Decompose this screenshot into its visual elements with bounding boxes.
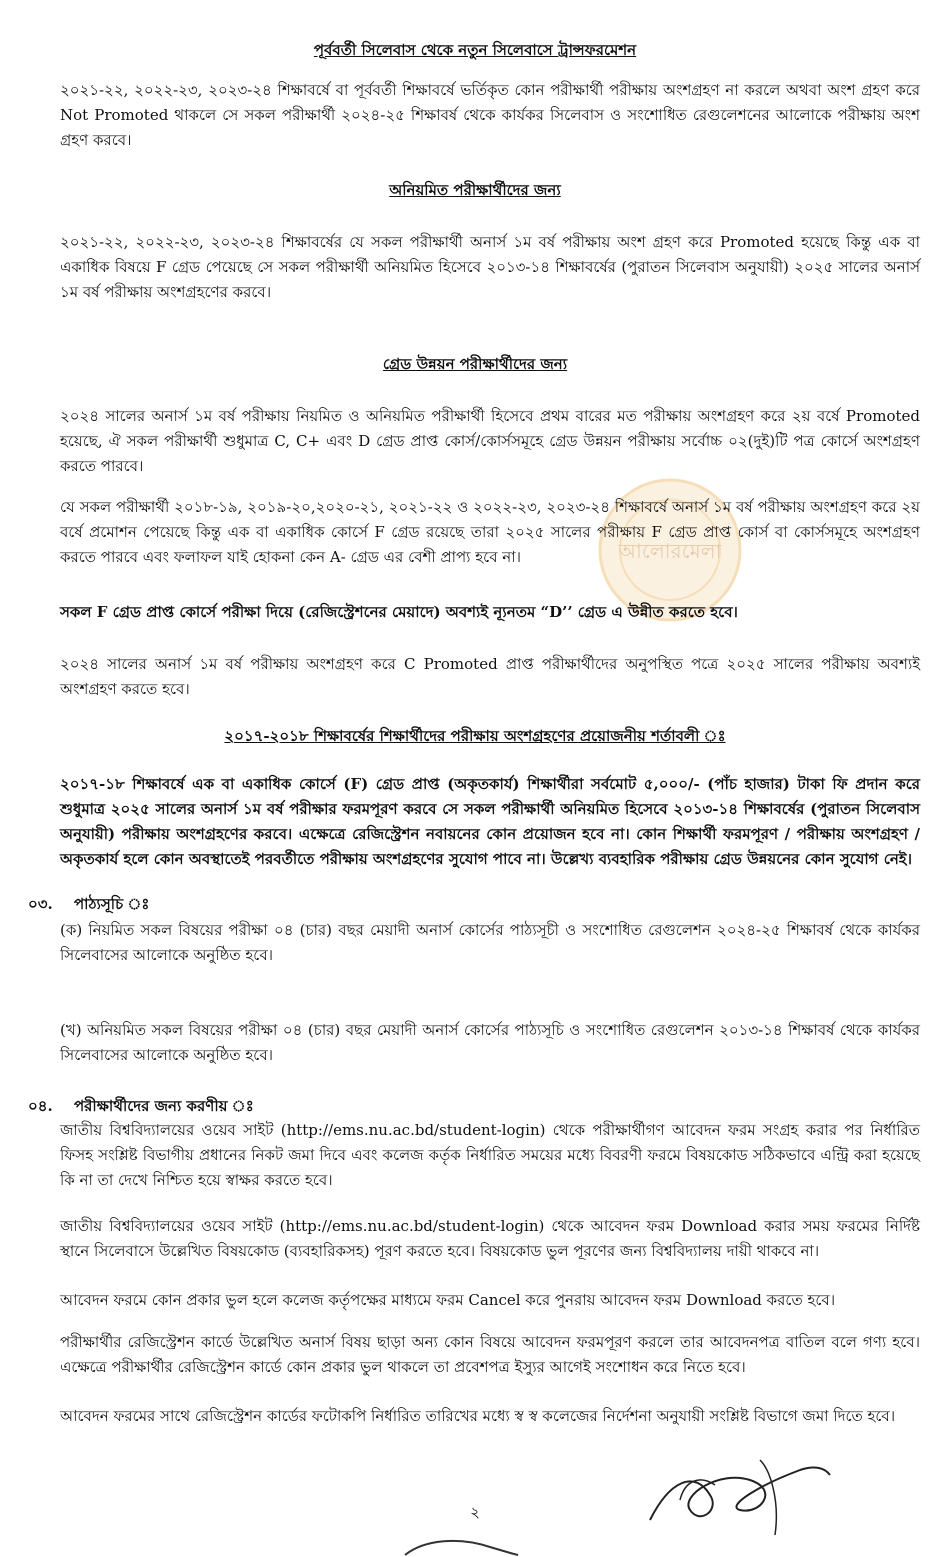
paragraph-todo-3: আবেদন ফরমে কোন প্রকার ভুল হলে কলেজ কর্তৃপক্ষের মাধ্যমে ফরম Cancel করে পুনরায় আবেদন ফরম Download করতে হবে।	[60, 1291, 836, 1309]
paragraph-grade-improvement-4: ২০২৪ সালের অনার্স ১ম বর্ষ পরীক্ষায় অংশগ্রহণ করে C Promoted প্রাপ্ত পরীক্ষার্থীদের অনুপস্থিত পত্রে ২০২৫ সালের পরীক্ষায় অবশ্যই অংশগ্রহণ করতে হবে।	[60, 655, 920, 698]
section-title-grade-improvement: গ্রেড উন্নয়ন পরীক্ষার্থীদের জন্য	[382, 355, 568, 373]
paragraph-session-2017: ২০১৭-১৮ শিক্ষাবর্ষে এক বা একাধিক কোর্সে (F) গ্রেড প্রাপ্ত (অকৃতকার্য) শিক্ষার্থীরা সর্বমোট ৫,০০০/- (পাঁচ হাজার) টাকা ফি প্রদান করে শুধুমাত্র ২০২৫ সালের অনার্স ১ম বর্ষ পরীক্ষার ফরমপূরণ করবে সে সকল পরীক্ষার্থী অনিয়মিত হিসেবে ২০১৩-১৪ শিক্ষাবর্ষের (পুরাতন সিলেবাস অনুযায়ী) পরীক্ষায় অংশগ্রহণের করবে। এক্ষেত্রে রেজিস্ট্রেশন নবায়নের কোন প্রয়োজন হবে না। কোন শিক্ষার্থী ফরমপূরণ / পরীক্ষায় অংশগ্রহণ / অকৃতকার্য হলে কোন অবস্থাতেই পরবর্তীতে পরীক্ষায় অংশগ্রহণের সুযোগ পাবে না। উল্লেখ্য ব্যবহারিক পরীক্ষায় গ্রেড উন্নয়নের কোন সুযোগ নেই।	[60, 775, 920, 868]
signature-image	[640, 1440, 840, 1540]
paragraph-grade-improvement-3: সকল F গ্রেড প্রাপ্ত কোর্সে পরীক্ষা দিয়ে (রেজিস্ট্রেশনের মেয়াদে) অবশ্যই ন্যূনতম “D’’ গ্রেড এ উন্নীত করতে হবে।	[60, 603, 738, 621]
paragraph-grade-improvement-2: যে সকল পরীক্ষার্থী ২০১৮-১৯, ২০১৯-২০,২০২০-২১, ২০২১-২২ ও ২০২২-২৩, ২০২৩-২৪ শিক্ষাবর্ষে অনার্স ১ম বর্ষ পরীক্ষায় অংশগ্রহণ করে ২য় বর্ষে প্রমোশন পেয়েছে কিন্তু এক বা একাধিক কোর্সে F গ্রেড রয়েছে তারা ২০২৫ সালের পরীক্ষায় F গ্রেড প্রাপ্ত কোর্স বা কোর্সসমূহে অংশগ্রহণ করতে পারবে এবং ফলাফল যাই হোকনা কেন A- গ্রেড এর বেশী প্রাপ্য হবে না।	[60, 498, 920, 566]
syllabus-item-ka: (ক) নিয়মিত সকল বিষয়ের পরীক্ষা ০৪ (চার) বছর মেয়াদী অনার্স কোর্সের পাঠ্যসূচী ও সংশোধিত রেগুলেশন ২০২৪-২৫ শিক্ষাবর্ষ থেকে কার্যকর সিলেবাসের আলোকে অনুষ্ঠিত হবে।	[60, 921, 920, 964]
page-number: ২	[470, 1503, 480, 1521]
paragraph-irregular: ২০২১-২২, ২০২২-২৩, ২০২৩-২৪ শিক্ষাবর্ষের যে সকল পরীক্ষার্থী অনার্স ১ম বর্ষ পরীক্ষায় অংশ গ্রহণ করে Promoted হয়েছে কিন্তু এক বা একাধিক বিষয়ে F গ্রেড পেয়েছে সে সকল পরীক্ষার্থী অনিয়মিত হিসেবে ২০১৩-১৪ শিক্ষাবর্ষের (পুরাতন সিলেবাস অনুযায়ী) ২০২৫ সালের অনার্স ১ম বর্ষ পরীক্ষায় অংশগ্রহণের করবে।	[60, 233, 920, 301]
svg-text:আলোরমেলা: আলোরমেলা	[618, 539, 722, 563]
section-title-irregular: অনিয়মিত পরীক্ষার্থীদের জন্য	[389, 181, 561, 199]
section-number-todo: ০৪.	[28, 1097, 53, 1115]
section-title-todo: পরীক্ষার্থীদের জন্য করণীয় ঃ	[74, 1097, 254, 1115]
paragraph-todo-1: জাতীয় বিশ্ববিদ্যালয়ের ওয়েব সাইট (http://ems.nu.ac.bd/student-login) থেকে পরীক্ষার্থীগণ আবেদন ফরম সংগ্রহ করার পর নির্ধারিত ফিসহ সংশ্লিষ্ট বিভাগীয় প্রধানের নিকট জমা দিবে এবং কলেজ কর্তৃক নির্ধারিত সময়ের মধ্যে বিবরণী ফরমে বিষয়কোড সঠিকভাবে এন্ট্রি করা হয়েছে কি না তা দেখে নিশ্চিত হয়ে স্বাক্ষর করতে হবে।	[60, 1121, 920, 1189]
section-number-syllabus: ০৩.	[28, 895, 53, 913]
section-title-syllabus: পাঠ্যসূচি ঃ	[74, 895, 150, 913]
bottom-stamp-mark	[400, 1535, 520, 1557]
paragraph-grade-improvement-1: ২০২৪ সালের অনার্স ১ম বর্ষ পরীক্ষায় নিয়মিত ও অনিয়মিত পরীক্ষার্থী হিসেবে প্রথম বারের মত পরীক্ষায় অংশগ্রহণ করে ২য় বর্ষে Promoted হয়েছে, ঐ সকল পরীক্ষার্থী শুধুমাত্র C, C+ এবং D গ্রেড প্রাপ্ত কোর্স/কোর্সসমূহে গ্রেড উন্নয়ন পরীক্ষায় সর্বোচ্চ ০২(দুই)টি পত্র কোর্সে অংশগ্রহণ করতে পারবে।	[60, 407, 920, 475]
paragraph-todo-5: আবেদন ফরমের সাথে রেজিস্ট্রেশন কার্ডের ফটোকপি নির্ধারিত তারিখের মধ্যে স্ব স্ব কলেজের নির্দেশনা অনুযায়ী সংশ্লিষ্ট বিভাগে জমা দিতে হবে।	[60, 1407, 896, 1425]
paragraph-todo-4: পরীক্ষার্থীর রেজিস্ট্রেশন কার্ডে উল্লেখিত অনার্স বিষয় ছাড়া অন্য কোন বিষয়ে আবেদন ফরমপূরণ করলে তার আবেদনপত্র বাতিল বলে গণ্য হবে। এক্ষেত্রে পরীক্ষার্থীর রেজিস্ট্রেশন কার্ডে কোন প্রকার ভুল থাকলে তা প্রবেশপত্র ইস্যুর আগেই সংশোধন করে নিতে হবে।	[60, 1333, 920, 1376]
section-title-transformation: পূর্ববর্তী সিলেবাস থেকে নতুন সিলেবাসে ট্রান্সফরমেশন	[313, 41, 637, 59]
section-title-session-2017: ২০১৭-২০১৮ শিক্ষাবর্ষের শিক্ষার্থীদের পরীক্ষায় অংশগ্রহণের প্রয়োজনীয় শর্তাবলী ঃ	[224, 727, 726, 745]
syllabus-item-kha: (খ) অনিয়মিত সকল বিষয়ের পরীক্ষা ০৪ (চার) বছর মেয়াদী অনার্স কোর্সের পাঠ্যসূচি ও সংশোধিত রেগুলেশন ২০১৩-১৪ শিক্ষাবর্ষ থেকে কার্যকর সিলেবাসের আলোকে অনুষ্ঠিত হবে।	[60, 1021, 920, 1064]
paragraph-todo-2: জাতীয় বিশ্ববিদ্যালয়ের ওয়েব সাইট (http://ems.nu.ac.bd/student-login) থেকে আবেদন ফরম Download করার সময় ফরমের নির্দিষ্ট স্থানে সিলেবাসে উল্লেখিত বিষয়কোড (ব্যবহারিকসহ) পূরণ করতে হবে। বিষয়কোড ভুল পূরণের জন্য বিশ্ববিদ্যালয় দায়ী থাকবে না।	[60, 1217, 920, 1260]
paragraph-transformation: ২০২১-২২, ২০২২-২৩, ২০২৩-২৪ শিক্ষাবর্ষে বা পূর্ববর্তী শিক্ষাবর্ষে ভর্তিকৃত কোন পরীক্ষার্থী পরীক্ষায় অংশগ্রহণ না করলে অথবা অংশ গ্রহণ করে Not Promoted থাকলে সে সকল পরীক্ষার্থী ২০২৪-২৫ শিক্ষাবর্ষ থেকে কার্যকর সিলেবাস ও সংশোধিত রেগুলেশনের আলোকে পরীক্ষায় অংশ গ্রহণ করবে।	[60, 81, 920, 149]
